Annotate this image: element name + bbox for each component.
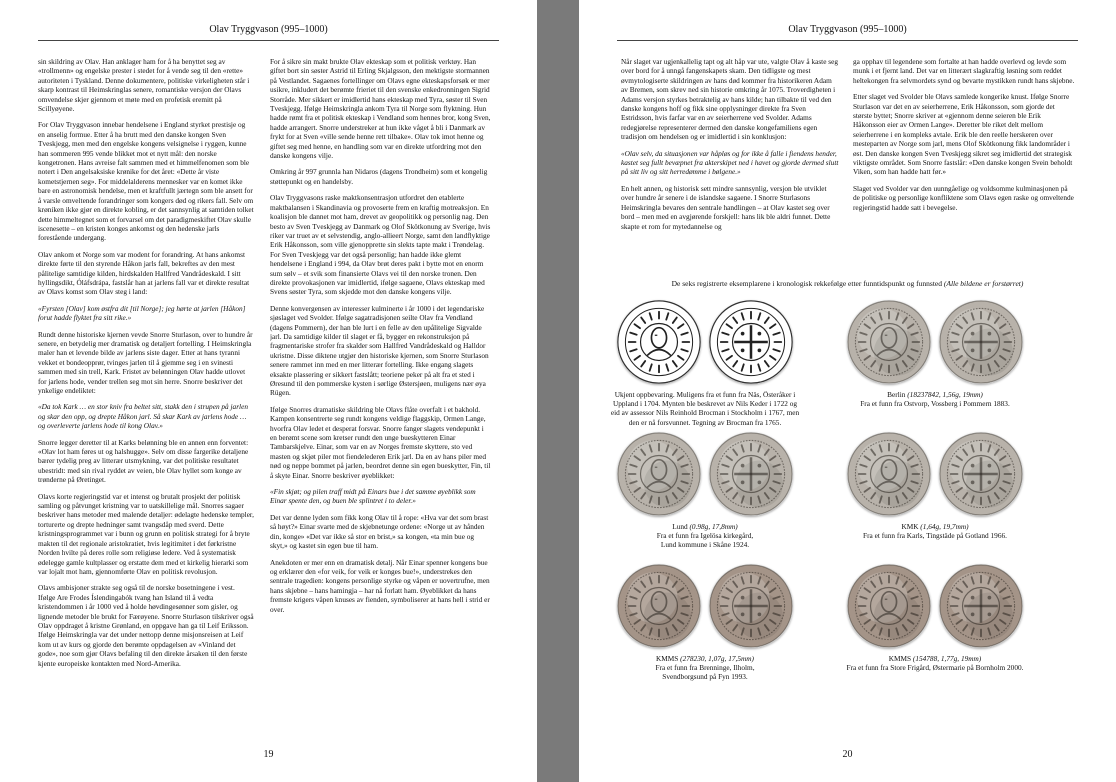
paragraph: sin skildring av Olav. Han anklager ham for å ha benyttet seg av «trollmenn» og engelske prester i stedet for å vende seg til den «rette» autoriteten i Tyskland. Denne dokumentere, politiske virkeligheten står i skarp kontrast til Heimskringlas senere, romantiske versjon der Olavs omvendelse skjer gjennom et møte med en profetisk eremitt på Scillyøyene. [38, 57, 250, 114]
header-rule [617, 40, 1078, 41]
paragraph: Olavs korte regjeringstid var et intenst og brutalt prosjekt der politisk samling og påtvunget kristning var to uatskillelige mål. Snorres sagaer beskriver hans metoder med malende detaljer: ødelagte hedenske templer, torturerte og drepte hedninger samt tvangsdåp med sverd. Dette kristningsprogrammet var i bunn og grunn en politisk strategi for å bryte makten til det regionale aristokratiet, hvis legitimitet i det førkristne Norden hvilte på deres rolle som religiøse ledere. Ved å systematisk ødelegge gamle kultplasser og erstatte dem med et kirkelig hierarki som var lojalt mot ham, gjennomførte Olav en politisk revolusjon. [38, 491, 254, 576]
paragraph: Anekdoten er mer enn en dramatisk detalj. Når Einar spenner kongens bue og erklærer den «for veik, for veik er konges bue!», understrekes den sentrale tragedien: kongens personlige styrke og våpen er uovertrufne, men hans skjebne – hans hamingja – har nå forlatt ham. Øyeblikket da hans fremste krigers våpen knuses av fienden, symboliserer at hans hell i strid er over. [270, 557, 490, 614]
coin-provenance-line: eid av assessor Nils Reinhold Brocman i Stockholm i 1767, men [610, 408, 800, 418]
paragraph: Snorre legger deretter til at Karks belønning ble en annen enn forventet: «Olav lot ham føres ut og halshugge». Selv om disse fargerike detaljene bærer tydelig preg av litterær utsmykning, var det politiske resultatet ubestridt: med sin rival ryddet av veien, ble Olav hyllet som konge av trønderne på Øretinget. [38, 437, 249, 485]
coin-reverse-image [709, 564, 793, 648]
coin-provenance-line: Lund kommune i Skåne 1924. [660, 540, 750, 550]
paragraph: Ifølge Snorres dramatiske skildring ble Olavs flåte overfalt i et bakhold. Kampen konsentrerte seg rundt kongens veldige flaggskip, Ormen Lange, hvorfra Olav ledet et desperat forsvar. Snorre fanger slagets vendepunkt i en berømt scene som kretser rundt den unge bueskytteren Einar Tambarskjelve. Einar, som var en av Norges fremste skyttere, sto ved masten og skjøt piler mot fiendelederen Erik jarl. Da en av hans piler med nød og neppe bommet på jarlen, beordret denne sin egen bueskytter, Fin, til å skyte Einar. Snorre beskriver øyeblikket: [270, 404, 491, 480]
coin-metadata: (1,64g, 19,7mm) [920, 522, 969, 531]
figure-caption-note: (Alle bildene er forstørret) [943, 279, 1024, 288]
coin-name: KMK [901, 522, 919, 531]
block-quote: «Olav selv, da situasjonen var håpløs og for ikke å falle i fiendens hender, kastet seg fullt bevæpnet fra akterskipet ned i havet og gjorde dermed slutt på sitt liv og sitt herredømme i bølgene.» [621, 148, 839, 177]
paragraph: Det var denne lyden som fikk kong Olav til å rope: «Hva var det som brast så høyt?» Einar svarte med de skjebnetunge ordene: «Norge ut av hånden din, konge» «Det var ikke så stor en brist,» sa kongen, «ta min bue og skyt,» og kastet sin egen bue til ham. [270, 512, 489, 551]
text-column-2 [270, 57, 492, 747]
coin-metadata: (18237842, 1,56g, 19mm) [907, 390, 983, 399]
coin-provenance-line: Fra et funn fra Karls, Tingstäde på Gotland 1966. [863, 531, 1007, 541]
coin-metadata: (154788, 1,77g, 19mm) [912, 654, 982, 663]
coin-reverse-image [939, 432, 1023, 516]
paragraph: For Olav Tryggvason innebar hendelsene i England styrket prestisje og en anselig formue. Etter å ha brutt med den danske kongen Sven Tveskjegg, men med den engelske kongens velsignelse i ryggen, kunne han sommeren 995 vende blikket mot et nytt mål: den norske kongetronen. Hans avreise falt sammen med et himmelfenomen som ble notert i Den angelsaksiske krønike for det året: «Dette år viste kometstjernen seg». For middelalderens mennesker var en komet ikke bare en astronomisk hendelse, men et kraftfullt jærtegn som ble ansett for å varsle omveltende forandringer som kongers død og rikers fall. Selv om krøniken ikke gjør en direkte kobling, er det sannsynlig at samtiden tolket dette himmeltegnet som et forvarsel om det paradigmeskiftet Olav skulle iscenesette – en kristen konges ankomst og den hedenske jarls forestående undergang. [38, 120, 254, 243]
coin-caption [587, 654, 823, 682]
coin-provenance-line: Uppland i 1704. Mynten ble beskrevet av Nils Keder i 1722 og [612, 399, 797, 409]
paragraph: Når slaget var ugjenkallelig tapt og alt håp var ute, valgte Olav å kaste seg over bord for å unngå fangenskapets skam. Den tidligste og mest øvmytologiserte skildringen av hans død kommer fra historikeren Adam av Bremen, som skrev ned sin historie omkring år 1075. Troverdigheten i Adams versjon styrkes betraktelig av hans kilde; han tilbakte til ved den danske kongens hoff og fikk sine opplysninger direkte fra Sven Estridsson, hvis farfar var en av seierherrene ved Svolder. Adams redegjørelse representerer dermed den danske kongefamiliens egen tradisjon om hendelsen og er imidlertid i sin konklusjon: [621, 57, 839, 142]
coin-name: Lund [672, 522, 688, 531]
paragraph: Olav Tryggvasons raske maktkonsentrasjon utfordret den etablerte maktbalansen i Skandinavia og provoserte frem en kraftig motreaksjon. En koalisjon ble dannet mot ham, drevet av geopolitikk og personlig nag. Den besto av Sven Tveskjegg av Danmark og Olof Skötkonung av Sverige, hvis riker var truet av et selvstendig, anglo-allieert Norge, samt den landflyktige Erik Håkonsson, som ville gjenopprette sin slekts tapte makt i Trøndelag. For Sven Tveskjegg var det også personlig; han hadde ikke glemt hendelsene i England i 994, da Olav brøt deres pakt i bytte mot en enorm sum sølv – et svik som finansierte Olavs vei til den norske tronen. Den direkte provokasjonen var imidlertid, ifølge sagaene, Olavs ekteskap med Svens søster Tyra, som skjedde mot den danske kongens vilje. [270, 193, 491, 297]
header-rule [38, 40, 499, 41]
text-column-1 [621, 57, 839, 267]
coin-caption [817, 522, 1053, 540]
running-head: Olav Tryggvason (995–1000) [209, 24, 328, 35]
coin-provenance-line: Fra et funn fra Ostvorp, Vossberg i Pommern 1883. [860, 399, 1010, 409]
coin-provenance-line: den er nå forsvunnet. Tegning av Brocman fra 1765. [628, 417, 782, 427]
coin-reverse-image [709, 300, 793, 384]
coin-obverse-image [617, 564, 701, 648]
coin-obverse-image [847, 432, 931, 516]
figure-caption-text: De seks registrerte eksemplarene i kronologisk rekkefølge etter funntidspunkt og funnsted [671, 279, 942, 288]
paragraph: En helt annen, og historisk sett mindre sannsynlig, versjon ble utviklet over hundre år senere i de islandske sagaene. I Snorre Sturlasons Heimskringla bevares den sentrale handlingen – at Olav kastet seg over bord – men med en avgjørende forskjell: hans lik ble aldri funnet. Dette skapte et rom for mytedannelse og [621, 183, 831, 231]
block-quote: «Fyrsten [Olav] kom østfra dit [til Norge]; jeg hørte at jarlen [Håkon] forut hadde flyktet fra sitt rike.» [38, 303, 246, 323]
coin-obverse-image [617, 432, 701, 516]
coin-reverse-image [939, 564, 1023, 648]
coin-caption [817, 654, 1053, 672]
coin-name: KMMS [656, 654, 679, 663]
right-page [579, 0, 1116, 782]
page-number: 20 [842, 749, 853, 760]
coin-metadata: (0.98g, 17,8mm) [689, 522, 738, 531]
coin-provenance-line: Ukjent oppbevaring. Muligens fra et funn fra Näs, Österåker i [614, 390, 796, 399]
paragraph: Olav ankom et Norge som var modent for forandring. At hans ankomst direkte førte til den styrende Håkon jarls fall, bekreftes av den mest pålitelige samtidige kilden, hirdskalden Hallfred Vandrådeskald. I sitt hyllingsdikt, Óláfsdrápa, fastslår han at jarlens fall var et direkte resultat av Olavs komst som Olav steg i land: [38, 249, 250, 297]
left-page [0, 0, 537, 782]
text-column-2 [853, 57, 1075, 267]
coin-provenance-line: Fra et funn fra Store Frigård, Østermarie på Bornholm 2000. [846, 663, 1024, 673]
block-quote: «Fin skjøt; og pilen traff midt på Einars bue i det samme øyeblikk som Einar spente den, og buen ble splintret i to deler.» [270, 487, 476, 506]
text-column-1 [38, 57, 254, 747]
figure-caption [609, 279, 1086, 288]
coin-provenance-line: Svendborgsund på Fyn 1993. [662, 672, 748, 682]
coin-caption [587, 522, 823, 550]
coin-provenance-line: Fra et funn fra Brenninge, Ilholm, [655, 663, 755, 673]
paragraph: ga opphav til legendene som fortalte at han hadde overlevd og levde som munk i et fjernt land. Det var en litterært slagkraftig løsning som reddet heltekongen fra selvmordets synd og bevarte mystikken rundt hans skjebne. [853, 57, 1075, 85]
running-head: Olav Tryggvason (995–1000) [788, 24, 907, 35]
paragraph: Slaget ved Svolder var den uunngåelige og voldsomme kulminasjonen på de politiske og personlige konfliktene som Olavs egen raske og omveltende regjeringstid hadde satt i bevegelse. [853, 183, 1074, 212]
coin-caption [817, 390, 1053, 408]
coin-caption [587, 390, 823, 427]
coin-reverse-image [709, 432, 793, 516]
coin-provenance-line: Fra et funn fra Igelösa kirkegård, [656, 531, 754, 541]
block-quote: «Da tok Kark … en stor kniv fra beltet sitt, stakk den i strupen på jarlen og skar den opp, og drepte Håkon jarl. Så skar Kark av jarlens hode … og overleverte jarlens hode til kong Olav.» [38, 402, 248, 431]
paragraph: Denne konvergensen av interesser kulminerte i år 1000 i det legendariske sjøslaget ved Svolder. Ifølge sagatradisjonen seilte Olav fra Vendland (dagens Pommern), der han ble lurt i en felle av den upålitelige Sigvalde jarl. Da samtidige kilder til slaget er få, bygger en rekonstruksjon på fragmentariske strofer fra skalder som Hallfred Vandrådeskald og Halldor ukristne. Disse diktene utgjør den historiske kjernen, som Snorre Sturlason senere rammet inn med en mer litterær fortelling. Ikke engang slagets eksakte plassering er sikkert fastslått; teoriene peker på alt fra et sted i Øresund til den pommerske kysten i sørlige Østersjøen, muligens nær øya Rügen. [270, 303, 489, 398]
page-number: 19 [263, 749, 274, 760]
paragraph: Rundt denne historiske kjernen vevde Snorre Sturlason, over to hundre år senere, en betydelig mer dramatisk og detaljert fortelling. I Heimskringla maler han et levende bilde av jarlens siste dager. Etter at hans tyranni vekket et bondeopprør, tvinges jarlen til å gjemme seg i en svinesti sammen med sin trell, Kark. Fristet av belønningen Olav hadde utlovet for jarlens hode, vender trellen seg mot sin herre. Snorre beskriver det ynkelige endeliktet: [38, 329, 253, 395]
coin-reverse-image [939, 300, 1023, 384]
paragraph: Etter slaget ved Svolder ble Olavs samlede kongerike knust. Ifølge Snorre Sturlason var det en av seierherrene, Erik Håkonsson, som gjorde det største byttet; Snorre skriver at «gjennom denne seieren ble Erik Håkonsson eier av Ormen Lange». Deretter ble riket delt mellom seierherrene i en kompleks avtale. Erik ble den reelle herskeren over mesteparten av Norge som jarl, mens Olof Skötkonung fikk landområder i øst. Den danske kongen Sven Tveskjegg sikret seg imidlertid det strategisk viktigste området. Som Snorre fastslår: «Den danske kongen Svein beholdt Viken, som han hadde hatt før.» [853, 92, 1073, 177]
paragraph: For å sikre sin makt brukte Olav ekteskap som et politisk verktøy. Han giftet bort sin søster Astrid til Erling Skjalgsson, den mektigste stormannen på Vestlandet. Sagaenes fortellinger om Olavs egne ekteskapsforsøk er mer usikre, inkludert det berømte frieriet til den svenske enkedronningen Sigrid Storråde. Mer sikkert er imidlertid hans ekteskap med Tyra, søster til Sven Tveskjegg. Ifølge Heimskringla ankom Tyra til Norge som flyktning. Hun hadde rømt fra et politisk ekteskap i Vendland som hennes bror, kong Sven, hadde arrangert. Snorre understreker at hun ikke våget å bli i Danmark av frykt for at Sven «ville sende henne rett tilbake». Olav tok imot henne og giftet seg med henne, en handling som var en direkte utfordring mot den danske kongens vilje. [270, 57, 491, 161]
coin-metadata: (278230, 1,07g, 17,5mm) [680, 654, 754, 663]
coin-name: KMMS [888, 654, 912, 663]
coin-obverse-image [847, 564, 931, 648]
coin-obverse-image [847, 300, 931, 384]
coin-name: Berlin [887, 390, 906, 399]
paragraph: Olavs ambisjoner strakte seg også til de norske bosetningene i vest. Ifølge Are Frodes Íslendingabók tvang han Island til å vedta kristendommen i år 1000 ved å holde høvdingesønner som gisler, og lignende metoder ble brukt for Færøyene. Snorre Sturlason tilskriver også Olav oppdraget å kristne Grønland, en oppgave han ga til Leif Eriksson. Ifølge Heimskringla var det under nettopp denne misjonsreisen at Leif kom ut av kurs og gjorde den berømte oppdagelsen av «Vinland det gode», noe som gjør Olavs befaling til den direkte årsaken til den første kjente europeiske kontakten med Nord-Amerika. [38, 583, 254, 668]
coin-obverse-image [617, 300, 701, 384]
paragraph: Omkring år 997 grunnla han Nidaros (dagens Trondheim) som et kongelig støttepunkt og en handelsby. [270, 167, 488, 186]
